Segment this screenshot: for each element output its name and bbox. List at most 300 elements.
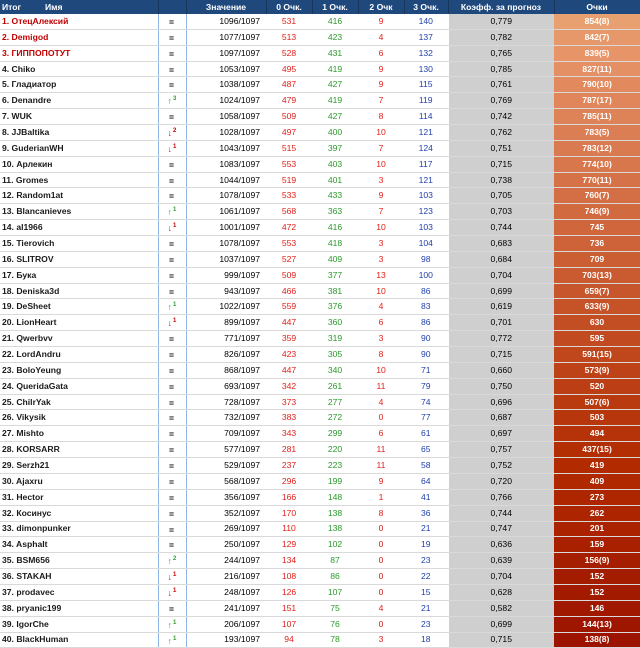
total-points: 146 <box>554 600 640 616</box>
rank-change <box>158 505 186 521</box>
header-points: Очки <box>554 0 640 14</box>
zero-points-count: 151 <box>266 600 312 616</box>
table-row <box>0 410 640 426</box>
rank-change <box>158 109 186 125</box>
table-row <box>0 204 640 220</box>
rank-change-amount: 1 <box>172 572 177 579</box>
one-point-count: 148 <box>312 489 358 505</box>
equal-icon: = <box>168 413 175 424</box>
equal-icon: = <box>168 365 175 376</box>
rank-change-amount: 1 <box>172 143 177 150</box>
two-points-count: 3 <box>358 632 404 648</box>
two-points-count: 4 <box>358 394 404 410</box>
equal-icon: = <box>168 445 175 456</box>
predictions-value: 826/1097 <box>186 347 266 363</box>
rank-change <box>158 125 186 141</box>
rank-change-amount: 2 <box>172 556 177 563</box>
rank-change <box>158 378 186 394</box>
header-rank-name <box>0 0 158 14</box>
coefficient: 0,704 <box>448 267 554 283</box>
two-points-count: 6 <box>358 45 404 61</box>
rank-change <box>158 569 186 585</box>
zero-points-count: 472 <box>266 220 312 236</box>
one-point-count: 75 <box>312 600 358 616</box>
predictions-value: 1053/1097 <box>186 61 266 77</box>
two-points-count: 3 <box>358 251 404 267</box>
table-row <box>0 426 640 442</box>
equal-icon: = <box>168 286 175 297</box>
total-points: 152 <box>554 569 640 585</box>
table-row <box>0 283 640 299</box>
equal-icon: = <box>168 175 175 186</box>
two-points-count: 0 <box>358 553 404 569</box>
zero-points-count: 568 <box>266 204 312 220</box>
total-points: 520 <box>554 378 640 394</box>
one-point-count: 423 <box>312 29 358 45</box>
arrow-up-icon: ↑ <box>167 302 172 313</box>
total-points: 437(15) <box>554 442 640 458</box>
two-points-count: 0 <box>358 616 404 632</box>
equal-icon: = <box>168 334 175 345</box>
coefficient: 0,619 <box>448 299 554 315</box>
predictions-value: 771/1097 <box>186 331 266 347</box>
coefficient: 0,660 <box>448 362 554 378</box>
coefficient: 0,636 <box>448 537 554 553</box>
three-points-count: 123 <box>404 204 448 220</box>
rank-change-amount: 2 <box>172 128 177 135</box>
total-points: 507(6) <box>554 394 640 410</box>
one-point-count: 76 <box>312 616 358 632</box>
player-name: 31. Hector <box>0 489 158 505</box>
zero-points-count: 281 <box>266 442 312 458</box>
zero-points-count: 553 <box>266 156 312 172</box>
two-points-count: 8 <box>358 505 404 521</box>
player-name: 10. Арлекин <box>0 156 158 172</box>
zero-points-count: 466 <box>266 283 312 299</box>
predictions-value: 693/1097 <box>186 378 266 394</box>
two-points-count: 11 <box>358 458 404 474</box>
three-points-count: 98 <box>404 251 448 267</box>
coefficient: 0,697 <box>448 426 554 442</box>
total-points: 745 <box>554 220 640 236</box>
coefficient: 0,744 <box>448 505 554 521</box>
coefficient: 0,705 <box>448 188 554 204</box>
table-row <box>0 29 640 45</box>
coefficient: 0,747 <box>448 521 554 537</box>
player-name: 27. Mishto <box>0 426 158 442</box>
coefficient: 0,720 <box>448 473 554 489</box>
two-points-count: 0 <box>358 537 404 553</box>
table-row <box>0 93 640 109</box>
two-points-count: 7 <box>358 204 404 220</box>
player-name: 35. BSM656 <box>0 553 158 569</box>
two-points-count: 10 <box>358 156 404 172</box>
two-points-count: 8 <box>358 347 404 363</box>
header-two-points: 2 Очк <box>358 0 404 14</box>
three-points-count: 114 <box>404 109 448 125</box>
zero-points-count: 383 <box>266 410 312 426</box>
predictions-value: 999/1097 <box>186 267 266 283</box>
table-row <box>0 616 640 632</box>
coefficient: 0,703 <box>448 204 554 220</box>
header-rank: Итог <box>2 1 22 12</box>
total-points: 854(8) <box>554 14 640 29</box>
player-name: 30. Ajaxru <box>0 473 158 489</box>
predictions-value: 1038/1097 <box>186 77 266 93</box>
predictions-value: 1097/1097 <box>186 45 266 61</box>
zero-points-count: 423 <box>266 347 312 363</box>
two-points-count: 9 <box>358 61 404 77</box>
two-points-count: 10 <box>358 125 404 141</box>
three-points-count: 137 <box>404 29 448 45</box>
predictions-value: 1043/1097 <box>186 140 266 156</box>
player-name: 12. Random1at <box>0 188 158 204</box>
one-point-count: 363 <box>312 204 358 220</box>
zero-points-count: 237 <box>266 458 312 474</box>
three-points-count: 77 <box>404 410 448 426</box>
two-points-count: 11 <box>358 442 404 458</box>
three-points-count: 64 <box>404 473 448 489</box>
predictions-value: 1044/1097 <box>186 172 266 188</box>
total-points: 827(11) <box>554 61 640 77</box>
two-points-count: 13 <box>358 267 404 283</box>
one-point-count: 78 <box>312 632 358 648</box>
rank-change <box>158 77 186 93</box>
zero-points-count: 559 <box>266 299 312 315</box>
total-points: 262 <box>554 505 640 521</box>
equal-icon: = <box>168 524 175 535</box>
rank-change <box>158 172 186 188</box>
arrow-down-icon: ↓ <box>167 223 172 234</box>
table-row <box>0 362 640 378</box>
zero-points-count: 495 <box>266 61 312 77</box>
arrow-up-icon: ↑ <box>167 635 172 646</box>
zero-points-count: 129 <box>266 537 312 553</box>
predictions-value: 728/1097 <box>186 394 266 410</box>
rank-change <box>158 442 186 458</box>
table-row <box>0 505 640 521</box>
two-points-count: 6 <box>358 315 404 331</box>
rank-change <box>158 473 186 489</box>
one-point-count: 220 <box>312 442 358 458</box>
two-points-count: 0 <box>358 521 404 537</box>
coefficient: 0,704 <box>448 569 554 585</box>
rank-change <box>158 283 186 299</box>
player-name: 8. JJBaltika <box>0 125 158 141</box>
rank-change <box>158 315 186 331</box>
three-points-count: 15 <box>404 584 448 600</box>
predictions-value: 193/1097 <box>186 632 266 648</box>
two-points-count: 9 <box>358 14 404 29</box>
total-points: 783(12) <box>554 140 640 156</box>
zero-points-count: 479 <box>266 93 312 109</box>
coefficient: 0,769 <box>448 93 554 109</box>
equal-icon: = <box>168 32 175 43</box>
total-points: 760(7) <box>554 188 640 204</box>
one-point-count: 416 <box>312 14 358 29</box>
table-row <box>0 458 640 474</box>
player-name: 22. LordAndru <box>0 347 158 363</box>
coefficient: 0,715 <box>448 347 554 363</box>
rank-change-amount: 1 <box>172 302 177 309</box>
one-point-count: 433 <box>312 188 358 204</box>
one-point-count: 409 <box>312 251 358 267</box>
player-name: 9. GuderianWH <box>0 140 158 156</box>
coefficient: 0,696 <box>448 394 554 410</box>
rank-change <box>158 600 186 616</box>
table-row <box>0 61 640 77</box>
table-row <box>0 394 640 410</box>
arrow-down-icon: ↓ <box>167 571 172 582</box>
three-points-count: 103 <box>404 220 448 236</box>
player-name: 37. prodavec <box>0 584 158 600</box>
predictions-value: 899/1097 <box>186 315 266 331</box>
coefficient: 0,701 <box>448 315 554 331</box>
total-points: 494 <box>554 426 640 442</box>
one-point-count: 305 <box>312 347 358 363</box>
two-points-count: 4 <box>358 299 404 315</box>
three-points-count: 19 <box>404 537 448 553</box>
player-name: 39. IgorChe <box>0 616 158 632</box>
predictions-value: 577/1097 <box>186 442 266 458</box>
rank-change <box>158 267 186 283</box>
table-row <box>0 14 640 29</box>
total-points: 591(15) <box>554 347 640 363</box>
two-points-count: 9 <box>358 473 404 489</box>
header-name: Имя <box>45 1 63 12</box>
three-points-count: 121 <box>404 172 448 188</box>
three-points-count: 100 <box>404 267 448 283</box>
predictions-value: 250/1097 <box>186 537 266 553</box>
three-points-count: 21 <box>404 521 448 537</box>
predictions-value: 709/1097 <box>186 426 266 442</box>
zero-points-count: 110 <box>266 521 312 537</box>
equal-icon: = <box>168 349 175 360</box>
table-row <box>0 600 640 616</box>
predictions-value: 216/1097 <box>186 569 266 585</box>
rank-change <box>158 410 186 426</box>
player-name: 36. STAKAH <box>0 569 158 585</box>
three-points-count: 140 <box>404 14 448 29</box>
coefficient: 0,742 <box>448 109 554 125</box>
one-point-count: 319 <box>312 331 358 347</box>
equal-icon: = <box>168 540 175 551</box>
three-points-count: 65 <box>404 442 448 458</box>
zero-points-count: 497 <box>266 125 312 141</box>
table-row <box>0 251 640 267</box>
header-row <box>0 0 640 14</box>
predictions-value: 1024/1097 <box>186 93 266 109</box>
one-point-count: 376 <box>312 299 358 315</box>
predictions-value: 1028/1097 <box>186 125 266 141</box>
zero-points-count: 487 <box>266 77 312 93</box>
predictions-value: 1077/1097 <box>186 29 266 45</box>
equal-icon: = <box>168 492 175 503</box>
table-row <box>0 553 640 569</box>
rank-change <box>158 394 186 410</box>
zero-points-count: 94 <box>266 632 312 648</box>
header-one-point: 1 Очк. <box>312 0 358 14</box>
predictions-value: 568/1097 <box>186 473 266 489</box>
player-name: 29. Serzh21 <box>0 458 158 474</box>
coefficient: 0,761 <box>448 77 554 93</box>
rank-change-amount: 1 <box>172 635 177 642</box>
total-points: 273 <box>554 489 640 505</box>
predictions-value: 269/1097 <box>186 521 266 537</box>
arrow-up-icon: ↑ <box>167 619 172 630</box>
one-point-count: 397 <box>312 140 358 156</box>
one-point-count: 418 <box>312 236 358 252</box>
three-points-count: 22 <box>404 569 448 585</box>
rank-change <box>158 537 186 553</box>
two-points-count: 7 <box>358 93 404 109</box>
one-point-count: 419 <box>312 93 358 109</box>
player-name: 1. ОтецАлексий <box>0 14 158 29</box>
predictions-value: 1058/1097 <box>186 109 266 125</box>
three-points-count: 79 <box>404 378 448 394</box>
rank-change-amount: 1 <box>172 318 177 325</box>
arrow-up-icon: ↑ <box>167 556 172 567</box>
three-points-count: 36 <box>404 505 448 521</box>
one-point-count: 419 <box>312 61 358 77</box>
table-row <box>0 236 640 252</box>
equal-icon: = <box>168 191 175 202</box>
zero-points-count: 296 <box>266 473 312 489</box>
rank-change <box>158 458 186 474</box>
total-points: 736 <box>554 236 640 252</box>
coefficient: 0,639 <box>448 553 554 569</box>
predictions-value: 943/1097 <box>186 283 266 299</box>
rank-change <box>158 61 186 77</box>
player-name: 28. KORSARR <box>0 442 158 458</box>
three-points-count: 130 <box>404 61 448 77</box>
zero-points-count: 527 <box>266 251 312 267</box>
table-row <box>0 632 640 648</box>
rank-change <box>158 236 186 252</box>
three-points-count: 115 <box>404 77 448 93</box>
coefficient: 0,750 <box>448 378 554 394</box>
player-name: 32. Косинус <box>0 505 158 521</box>
coefficient: 0,762 <box>448 125 554 141</box>
table-row <box>0 188 640 204</box>
zero-points-count: 126 <box>266 584 312 600</box>
one-point-count: 401 <box>312 172 358 188</box>
player-name: 26. Vikysik <box>0 410 158 426</box>
two-points-count: 11 <box>358 378 404 394</box>
rank-change <box>158 521 186 537</box>
predictions-value: 1078/1097 <box>186 188 266 204</box>
player-name: 24. QueridaGata <box>0 378 158 394</box>
table-row <box>0 569 640 585</box>
three-points-count: 18 <box>404 632 448 648</box>
rank-change-amount: 3 <box>172 96 177 103</box>
two-points-count: 7 <box>358 140 404 156</box>
two-points-count: 1 <box>358 489 404 505</box>
coefficient: 0,684 <box>448 251 554 267</box>
two-points-count: 9 <box>358 188 404 204</box>
total-points: 595 <box>554 331 640 347</box>
two-points-count: 4 <box>358 600 404 616</box>
three-points-count: 58 <box>404 458 448 474</box>
three-points-count: 117 <box>404 156 448 172</box>
coefficient: 0,751 <box>448 140 554 156</box>
predictions-value: 1061/1097 <box>186 204 266 220</box>
rank-change <box>158 14 186 29</box>
coefficient: 0,765 <box>448 45 554 61</box>
one-point-count: 102 <box>312 537 358 553</box>
table-row <box>0 125 640 141</box>
player-name: 2. Demigod <box>0 29 158 45</box>
one-point-count: 400 <box>312 125 358 141</box>
zero-points-count: 373 <box>266 394 312 410</box>
table-row <box>0 45 640 61</box>
equal-icon: = <box>168 238 175 249</box>
one-point-count: 416 <box>312 220 358 236</box>
equal-icon: = <box>168 508 175 519</box>
player-name: 7. WUK <box>0 109 158 125</box>
predictions-value: 248/1097 <box>186 584 266 600</box>
player-name: 3. ГИППОПОТУТ <box>0 45 158 61</box>
rank-change <box>158 584 186 600</box>
coefficient: 0,772 <box>448 331 554 347</box>
predictions-value: 1078/1097 <box>186 236 266 252</box>
one-point-count: 87 <box>312 553 358 569</box>
zero-points-count: 342 <box>266 378 312 394</box>
player-name: 5. Гладиатор <box>0 77 158 93</box>
rank-change <box>158 140 186 156</box>
three-points-count: 132 <box>404 45 448 61</box>
coefficient: 0,757 <box>448 442 554 458</box>
equal-icon: = <box>168 603 175 614</box>
one-point-count: 261 <box>312 378 358 394</box>
two-points-count: 9 <box>358 77 404 93</box>
three-points-count: 41 <box>404 489 448 505</box>
zero-points-count: 531 <box>266 14 312 29</box>
one-point-count: 377 <box>312 267 358 283</box>
total-points: 783(5) <box>554 125 640 141</box>
equal-icon: = <box>168 16 175 27</box>
total-points: 842(7) <box>554 29 640 45</box>
two-points-count: 10 <box>358 220 404 236</box>
rank-change <box>158 426 186 442</box>
coefficient: 0,752 <box>448 458 554 474</box>
zero-points-count: 166 <box>266 489 312 505</box>
equal-icon: = <box>168 64 175 75</box>
predictions-value: 1022/1097 <box>186 299 266 315</box>
predictions-value: 1083/1097 <box>186 156 266 172</box>
coefficient: 0,699 <box>448 283 554 299</box>
coefficient: 0,744 <box>448 220 554 236</box>
total-points: 503 <box>554 410 640 426</box>
rank-change <box>158 204 186 220</box>
three-points-count: 90 <box>404 347 448 363</box>
total-points: 709 <box>554 251 640 267</box>
rank-change <box>158 347 186 363</box>
predictions-value: 1037/1097 <box>186 251 266 267</box>
two-points-count: 0 <box>358 569 404 585</box>
predictions-value: 356/1097 <box>186 489 266 505</box>
rank-change <box>158 156 186 172</box>
table-row <box>0 473 640 489</box>
total-points: 703(13) <box>554 267 640 283</box>
rank-change-amount: 1 <box>172 619 177 626</box>
two-points-count: 8 <box>358 109 404 125</box>
predictions-value: 1001/1097 <box>186 220 266 236</box>
zero-points-count: 134 <box>266 553 312 569</box>
one-point-count: 277 <box>312 394 358 410</box>
equal-icon: = <box>168 429 175 440</box>
table-row <box>0 521 640 537</box>
